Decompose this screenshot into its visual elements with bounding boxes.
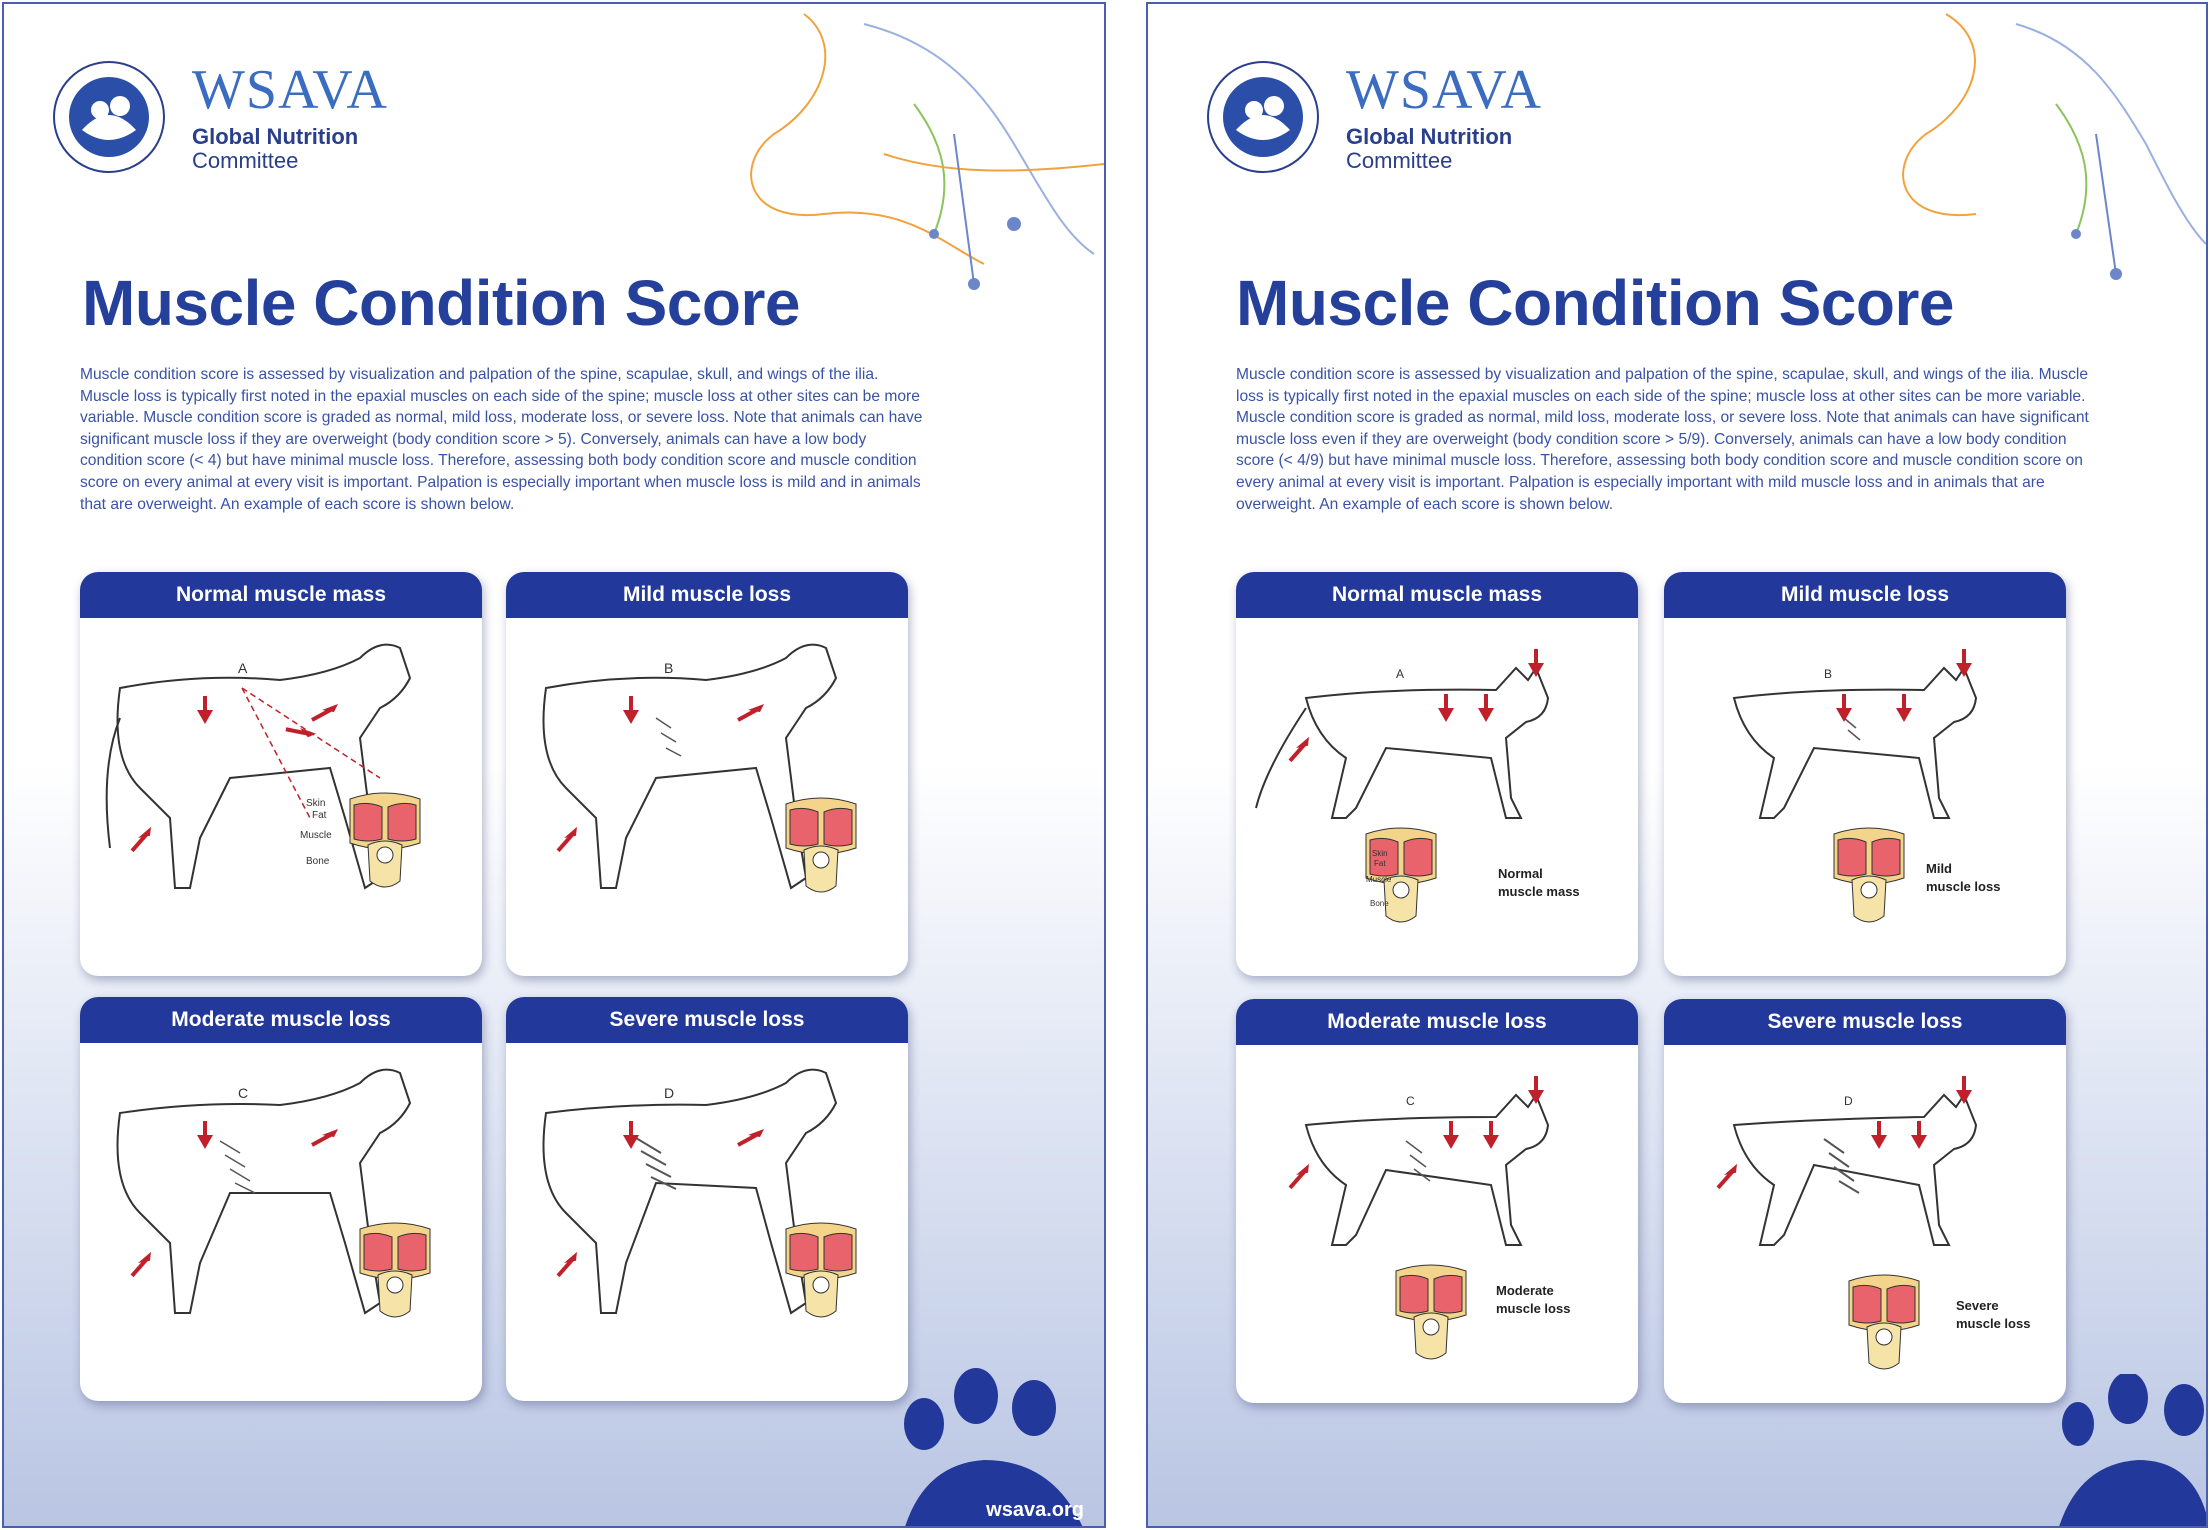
label-muscle: Muscle <box>300 830 332 841</box>
caption-line2: muscle mass <box>1498 884 1580 899</box>
card-severe-muscle-loss <box>506 997 908 1401</box>
website-link[interactable]: wsava.org <box>986 1499 1084 1521</box>
caption-line1: Normal <box>1498 866 1543 881</box>
card-mild-muscle-loss <box>1664 572 2066 976</box>
card-mild-muscle-loss <box>506 572 908 976</box>
label-skin: Skin <box>306 798 326 809</box>
caption-line2: muscle loss <box>1926 879 2001 894</box>
label-fat: Fat <box>1374 859 1386 868</box>
decorative-cat-line-art <box>1846 4 2206 304</box>
caption-line1: Moderate <box>1496 1283 1554 1298</box>
label-skin: Skin <box>1372 849 1388 858</box>
score-letter: A <box>238 660 248 676</box>
score-letter: B <box>1824 667 1833 681</box>
label-muscle: Muscle <box>1366 875 1392 884</box>
card-title: Normal muscle mass <box>80 572 482 618</box>
logo-line2: Committee <box>1346 148 1453 173</box>
cat-normal-illustration <box>1236 618 1638 976</box>
brand-name: WSAVA <box>192 59 388 121</box>
cat-severe-illustration <box>1664 1045 2066 1403</box>
logo-line1: Global Nutrition <box>1346 124 1513 149</box>
card-title: Normal muscle mass <box>1236 572 1638 618</box>
card-severe-muscle-loss <box>1664 999 2066 1403</box>
wsava-logo[interactable] <box>52 54 392 179</box>
card-normal-muscle-mass <box>80 572 482 976</box>
caption-line2: muscle loss <box>1956 1316 2031 1331</box>
dog-normal-illustration <box>80 618 482 976</box>
caption-line2: muscle loss <box>1496 1301 1571 1316</box>
page-title: Muscle Condition Score <box>82 267 800 339</box>
card-moderate-muscle-loss <box>80 997 482 1401</box>
brand-name: WSAVA <box>1346 59 1542 121</box>
intro-paragraph: Muscle condition score is assessed by visualization and palpation of the spine, scapulae, skull, and wings of the ilia. Muscle loss is typically first noted in the epaxial muscles on each side of the spine; muscle loss at other sites can be more variable. Muscle condition score is graded as normal, mild loss, moderate loss, or severe loss. Note that animals can have significant muscle loss even if they are overweight (body condition score > 5/9). Conversely, animals can have a low body condition score (< 4/9) but have minimal muscle loss. Therefore, assessing both body condition score and muscle condition score on every animal at every visit is important. Palpation is especially important with mild muscle loss and in animals that are overweight. An example of each score is shown below. <box>1236 366 2089 513</box>
cat-mild-illustration <box>1664 618 2066 976</box>
wsava-logo[interactable] <box>1206 54 1546 179</box>
score-letter: A <box>1396 667 1405 681</box>
poster-cat <box>1146 2 2208 1528</box>
score-letter: B <box>664 660 674 676</box>
card-moderate-muscle-loss <box>1236 999 1638 1403</box>
dog-severe-illustration <box>506 1043 908 1401</box>
paw-print-icon <box>2058 1374 2208 1528</box>
dog-moderate-illustration <box>80 1043 482 1401</box>
cat-moderate-illustration <box>1236 1045 1638 1403</box>
globe-logo-icon <box>52 60 166 174</box>
card-title: Severe muscle loss <box>506 997 908 1043</box>
label-bone: Bone <box>306 856 330 867</box>
card-title: Mild muscle loss <box>506 572 908 618</box>
caption-line1: Severe <box>1956 1298 1999 1313</box>
score-letter: C <box>238 1085 249 1101</box>
score-letter: C <box>1406 1094 1415 1108</box>
logo-line2: Committee <box>192 148 299 173</box>
score-letter: D <box>1844 1094 1853 1108</box>
card-title: Mild muscle loss <box>1664 572 2066 618</box>
label-bone: Bone <box>1370 899 1389 908</box>
card-normal-muscle-mass <box>1236 572 1638 976</box>
intro-paragraph: Muscle condition score is assessed by visualization and palpation of the spine, scapulae, skull, and wings of the ilia. Muscle loss is typically first noted in the epaxial muscles on each side of the spine; muscle loss at other sites can be more variable. Muscle condition score is graded as normal, mild loss, moderate loss, or severe loss. Note that animals can have significant muscle loss if they are overweight (body condition score > 5). Conversely, animals can have a low body condition score (< 4) but have minimal muscle loss. Therefore, assessing both body condition score and muscle condition score on every animal at every visit is important. Palpation is especially important when muscle loss is mild and in animals that are overweight. An example of each score is shown below. <box>80 366 923 513</box>
card-title: Moderate muscle loss <box>1236 999 1638 1045</box>
label-fat: Fat <box>312 810 327 821</box>
score-letter: D <box>664 1085 675 1101</box>
card-title: Severe muscle loss <box>1664 999 2066 1045</box>
card-title: Moderate muscle loss <box>80 997 482 1043</box>
dog-mild-illustration <box>506 618 908 976</box>
caption-line1: Mild <box>1926 861 1952 876</box>
logo-line1: Global Nutrition <box>192 124 359 149</box>
globe-logo-icon <box>1206 60 1320 174</box>
page-title: Muscle Condition Score <box>1236 267 1954 339</box>
poster-dog <box>2 2 1106 1528</box>
